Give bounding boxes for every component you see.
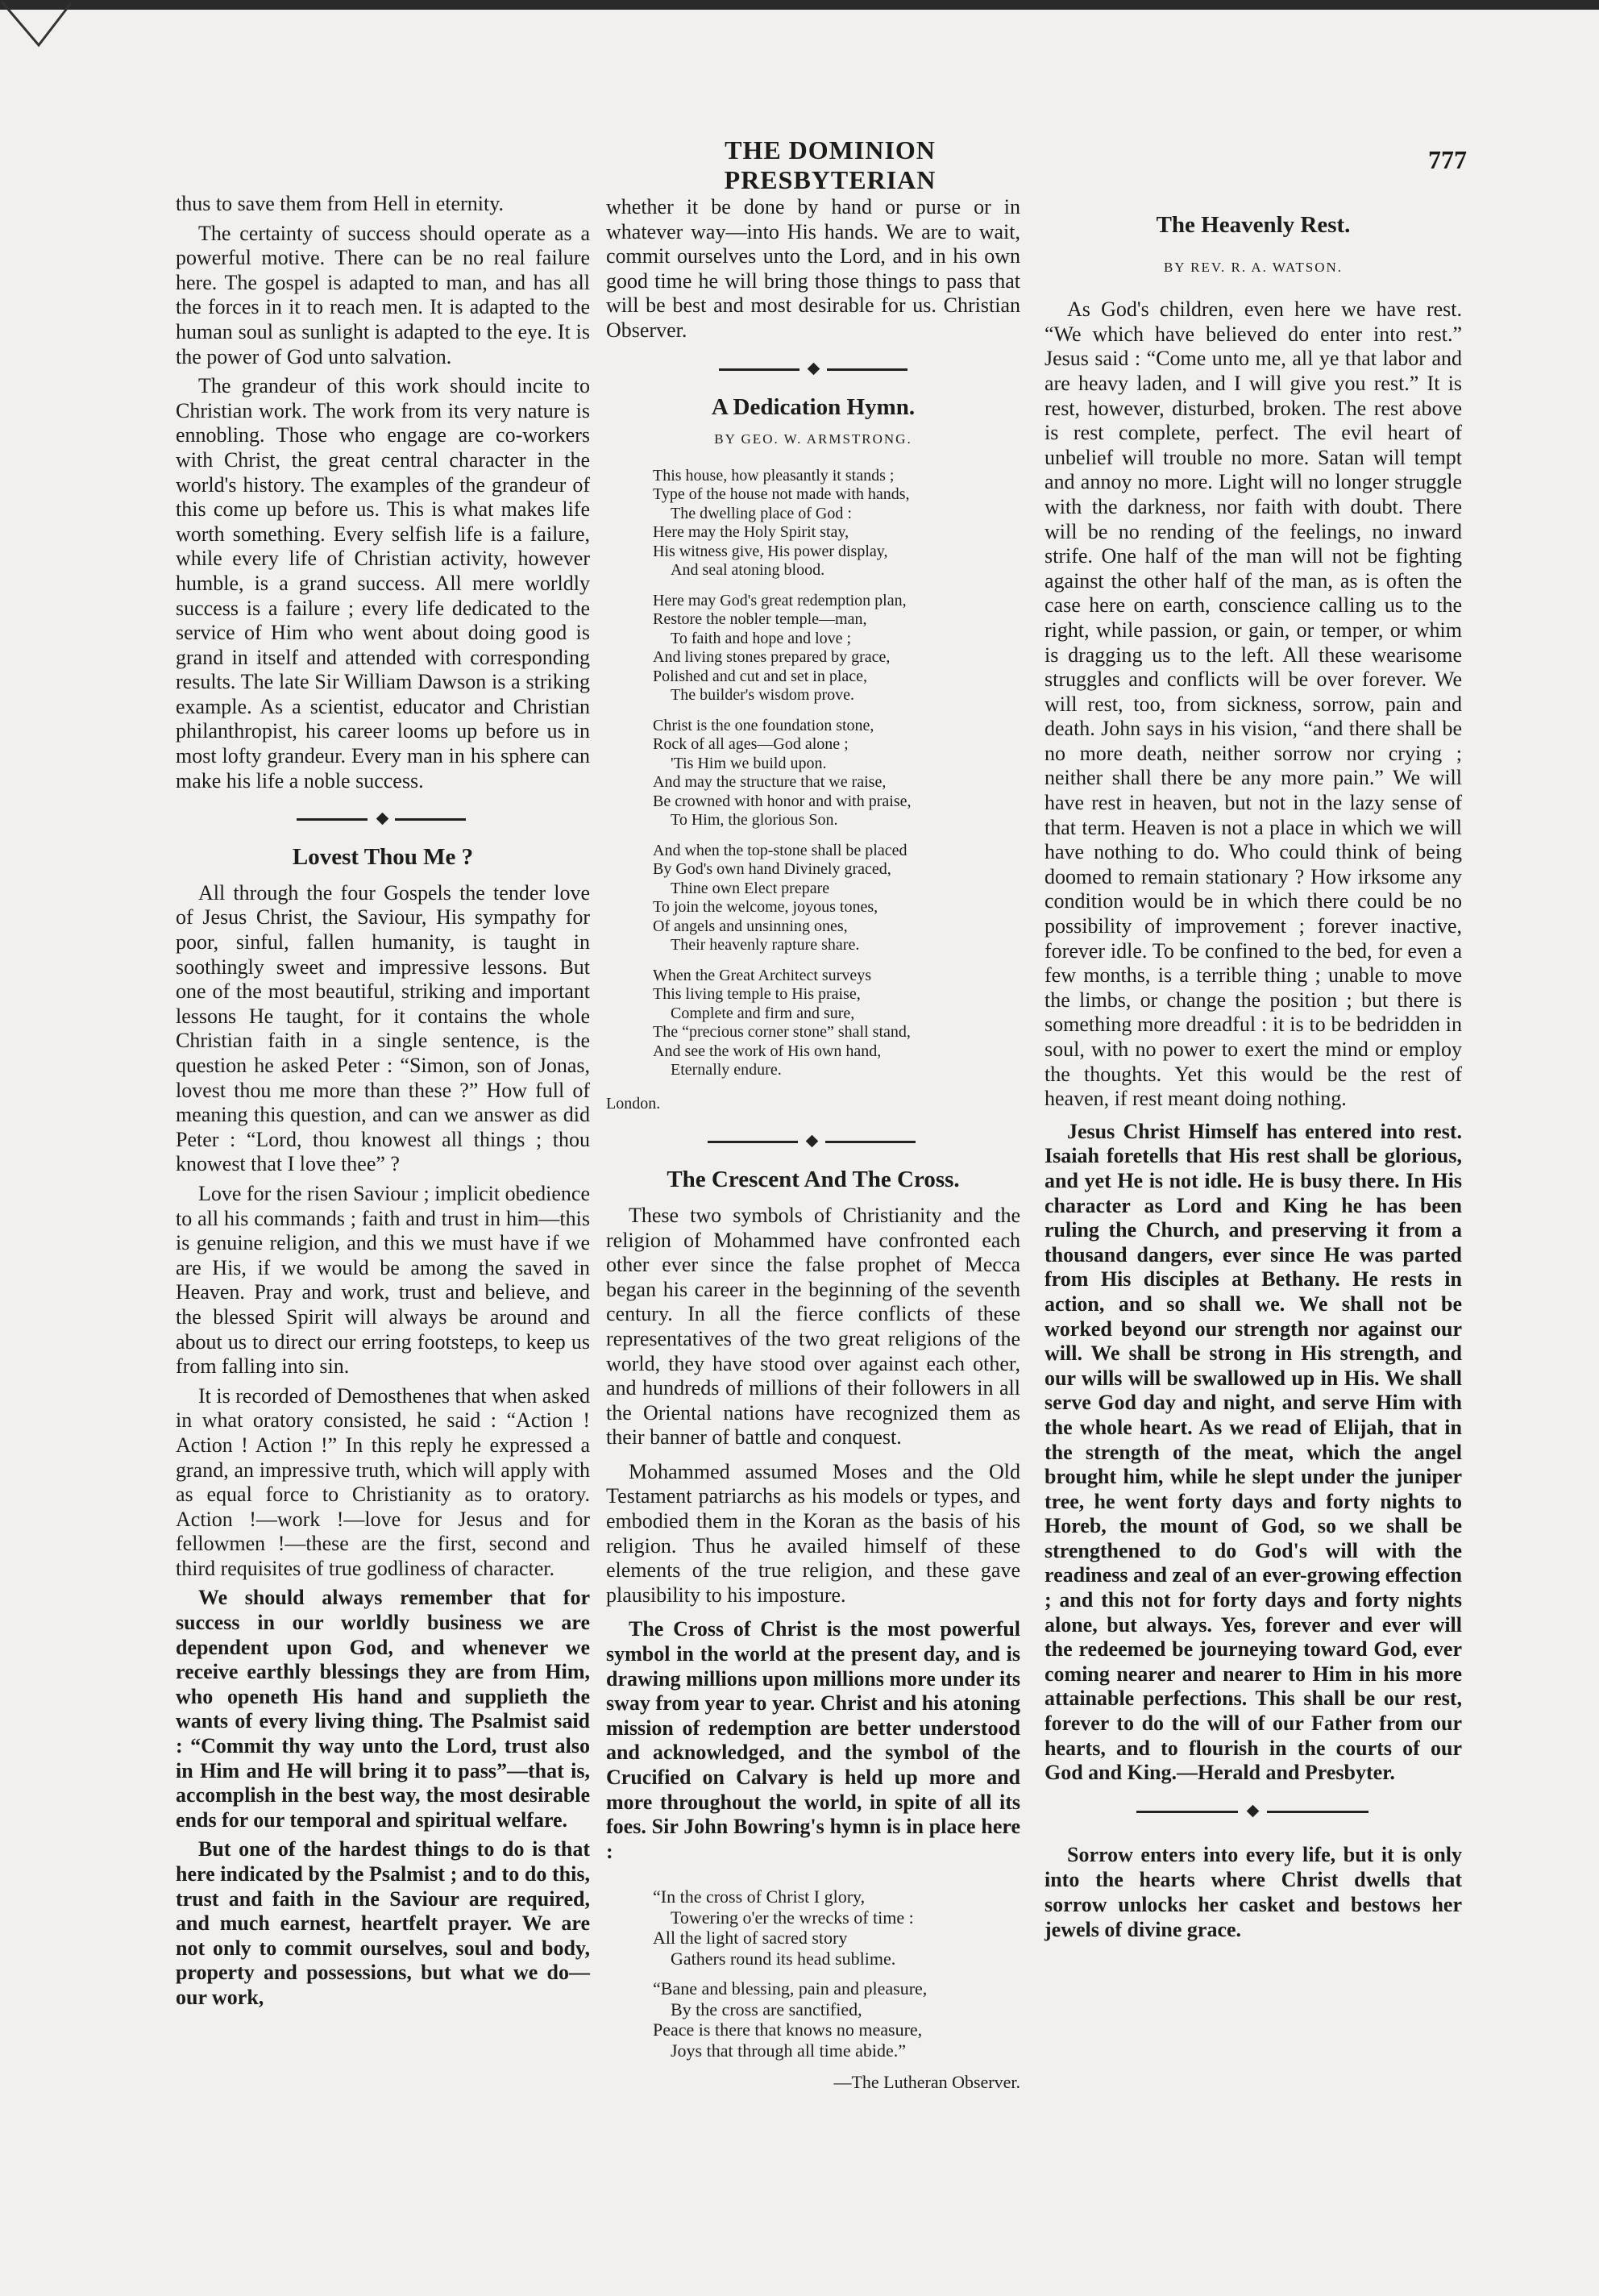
hymn-line: And seal atoning blood. [671, 561, 825, 580]
section-divider [606, 1125, 1020, 1158]
article-paragraph: As God's children, even here we have rest. “We which have believed do enter into rest.” Jesus said : “Come unto me, all ye that labor and are heavy laden, and I will give you rest.” It is rest, however, disturbed, broken. The rest above is rest complete, perfect. The evil heart of unbelief will trouble no more. Satan will tempt and annoy no more. Light will no longer struggle with the darkness, nor faith with doubt. There will be no rending of the feelings, no inward strife. One half of the man will not be fighting against the other half of the man, as is often the case here on earth, conscience calling us to the right, while passion, or gain, or temper, or whim is dragging us to the left. All these wearisome struggles and conflicts will be over forever. We will rest, too, from sickness, sorrow, pain and death. John says in his vision, “and there shall be no more death, neither sorrow nor crying ; neither shall there be any more pain.” We will have rest in heaven, but not in the lazy sense of that term. Heaven is not a place in which we will have nothing to do. Who could think of being doomed to remain stationary ? How irksome any condition would be in which there could be no possibility of improvement ; forever inactive, forever idle. To be confined to the bed, for even a few months, is a terrible thing ; unable to move the limbs, or change the position ; but there is something more dreadful : it is to be bedridden in soul, with no power to exert the mind or employ the thoughts. Yet this would be the rest of heaven, if rest meant doing nothing. [1045, 297, 1462, 1111]
hymn-line: By God's own hand Divinely graced, [653, 860, 891, 879]
article-paragraph: It is recorded of Demosthenes that when asked in what oratory consisted, he said : “Action ! Action ! Action !” In this reply he expressed a grand, an impressive truth, which will apply with as equal force to Christianity as to oratory. Action !—work !—love for Jesus and for fellowmen !—these are the first, second and third requisites of true godliness of character. [176, 1383, 590, 1580]
hymn-stanza [653, 967, 1020, 1080]
hymn-line: To Him, the glorious Son. [671, 811, 838, 830]
hymn-line: And may the structure that we raise, [653, 773, 887, 792]
hymn-line: And living stones prepared by grace, [653, 648, 891, 667]
hymn-line: The dwelling place of God : [671, 504, 852, 522]
article-paragraph: thus to save them from Hell in eternity. [176, 192, 504, 215]
page-corner-mark [0, 0, 73, 48]
quoted-hymn-stanza [653, 1886, 1020, 1969]
quote-line: “In the cross of Christ I glory, [653, 1886, 866, 1907]
hymn-line: Thine own Elect prepare [671, 879, 830, 897]
hymn-line: Restore the nobler temple—man, [653, 610, 867, 629]
article-paragraph: The grandeur of this work should incite to Christian work. The work from its very nature is ennobling. Those who engage are co-workers with Christ, the great central character in the world's history. The examples of the grandeur of this come up before us. This is what makes life worth something. Every selfish life is a failure, while every life of Christian activity, however humble, is a grand success. All mere worldly success is a failure ; every life dedicated to the service of Him who went about doing good is grand in itself and attended with corresponding results. The late Sir William Dawson is a striking example. As a scientist, educator and Christian philanthropist, his career looms up before us in most lofty grandeur. Every man in his sphere can make his life a noble success. [176, 374, 590, 792]
article-paragraph: The certainty of success should operate as a powerful motive. There can be no real failure here. The gospel is adapted to man, and has all the forces in it to reach men. It is adapted to the human soul as sunlight is adapted to the eye. It is the power of God unto salvation. [176, 221, 590, 368]
masthead-title: THE DOMINION PRESBYTERIAN [724, 135, 937, 194]
quote-attribution: —The Lutheran Observer. [833, 2072, 1020, 2093]
hymn-line: Their heavenly rapture share. [671, 936, 860, 955]
hymn-line: The “precious corner stone” shall stand, [653, 1023, 911, 1042]
section-divider [1045, 1795, 1462, 1828]
article-title-lovest: Lovest Thou Me ? [292, 844, 474, 871]
hymn-line: Type of the house not made with hands, [653, 485, 910, 504]
article-paragraph: These two symbols of Christianity and the religion of Mohammed have confronted each other ever since the false prophet of Mecca began his career in the beginning of the seventh century. In all the fierce conflicts of these representatives of the two great religions of the world, they have stood over against each other, and hundreds of millions of their followers in all the Oriental nations have recognized them as their banner of battle and conquest. [606, 1203, 1020, 1450]
article-paragraph: All through the four Gospels the tender love of Jesus Christ, the Saviour, His sympathy for poor, sinful, fallen humanity, is taught in soothingly sweet and impressive lessons. But one of the most beautiful, striking and important lessons He taught, for it contains the whole Christian faith in a single sentence, is the question he asked Peter : “Simon, son of Jonas, lovest thou me more than these ?” How full of meaning this question, and can we answer as did Peter : “Lord, thou knowest all things ; thou knowest that I love thee” ? [176, 880, 590, 1176]
hymn-line: To faith and hope and love ; [671, 629, 852, 647]
hymn-line: His witness give, His power display, [653, 542, 888, 560]
quote-line: All the light of sacred story [653, 1928, 848, 1949]
section-divider [606, 353, 1020, 385]
quote-line: Gathers round its head sublime. [671, 1948, 896, 1969]
quote-line: Joys that through all time abide.” [671, 2040, 907, 2061]
article-paragraph: whether it be done by hand or purse or in whatever way—into His hands. We are to wait, commit ourselves unto the Lord, and in his own good time he will bring those things to pass that will be best and most desirable for us. Christian Observer. [606, 195, 1020, 342]
quote-line: Towering o'er the wrecks of time : [671, 1907, 914, 1928]
article-byline: BY REV. R. A. WATSON. [1163, 259, 1344, 275]
hymn-line: Rock of all ages—God alone ; [653, 735, 849, 754]
hymn-stanza [653, 717, 1020, 830]
article-paragraph: Mohammed assumed Moses and the Old Testament patriarchs as his models or types, and embodied them in the Koran as the basis of his religion. Thus he availed himself of these elements of the true religion, and these gave plausibility to his imposture. [606, 1459, 1020, 1607]
article-paragraph: Love for the risen Saviour ; implicit obedience to all his commands ; faith and trust in him—this is genuine religion, and this we must have if we are His, if we would be among the saved in Heaven. Pray and work, trust and believe, and the blessed Spirit will always be around and about us to direct our erring footsteps, to keep us from falling into sin. [176, 1181, 590, 1379]
article-title-hymn: A Dedication Hymn. [711, 393, 916, 420]
hymn-line: To join the welcome, joyous tones, [653, 898, 878, 917]
section-divider [176, 803, 590, 835]
hymn-stanza [653, 592, 1020, 705]
column-left [176, 192, 590, 2015]
article-byline: BY GEO. W. ARMSTRONG. [714, 431, 912, 447]
hymn-line: Here may the Holy Spirit stay, [653, 523, 849, 542]
hymn-line: The builder's wisdom prove. [671, 686, 855, 705]
hymn-line: This living temple to His praise, [653, 985, 861, 1004]
article-title-heavenly-rest: The Heavenly Rest. [1156, 212, 1351, 238]
hymn-line: Polished and cut and set in place, [653, 667, 868, 685]
hymn-line: Eternally endure. [671, 1061, 782, 1079]
hymn-stanza [653, 467, 1020, 580]
quote-line: By the cross are sanctified, [671, 1999, 862, 2019]
hymn-line: This house, how pleasantly it stands ; [653, 466, 895, 485]
hymn-place: London. [606, 1094, 661, 1113]
quote-line: “Bane and blessing, pain and pleasure, [653, 1978, 928, 1999]
hymn-line: When the Great Architect surveys [653, 966, 872, 984]
article-title-crescent: The Crescent And The Cross. [667, 1167, 960, 1193]
hymn-line: 'Tis Him we build upon. [671, 754, 827, 772]
hymn-stanza [653, 842, 1020, 955]
article-paragraph: Sorrow enters into every life, but it is only into the hearts where Christ dwells that sorrow unlocks her casket and bestows her jewels of divine grace. [1045, 1842, 1462, 1941]
hymn-line: Complete and firm and sure, [671, 1004, 855, 1022]
article-paragraph: The Cross of Christ is the most powerful symbol in the world at the present day, and is drawing millions upon millions more under its sway from year to year. Christ and his atoning mission of redemption are better understood and acknowledged, and the symbol of the Crucified on Calvary is held up more and more throughout the world, in spite of all its foes. Sir John Bowring's hymn is in place here : [606, 1617, 1020, 1863]
article-paragraph: But one of the hardest things to do is that here indicated by the Psalmist ; and to do this, trust and faith in the Saviour are required, and much earnest, heartfelt prayer. We are not only to commit ourselves, soul and body, property and possessions, but what we do—our work, [176, 1837, 590, 2009]
quote-line: Peace is there that knows no measure, [653, 2019, 923, 2040]
page-number: 777 [1428, 145, 1467, 174]
hymn-line: And when the top-stone shall be placed [653, 841, 907, 859]
hymn-line: Here may God's great redemption plan, [653, 591, 907, 609]
hymn-line: Of angels and unsinning ones, [653, 917, 848, 935]
column-middle [606, 195, 1020, 2095]
hymn-line: Be crowned with honor and with praise, [653, 792, 912, 810]
article-paragraph: Jesus Christ Himself has entered into rest. Isaiah foretells that His rest shall be glorious, and yet He is not idle. He is busy there. In His character as Lord and King he has been ruling the Church, and preserving it from a thousand dangers, ever since He was parted from His disciples at Bethany. He rests in action, and so shall we. We shall not be worked beyond our strength nor against our will. We shall be strong in His strength, and our wills will be swallowed up in His. We shall serve God day and night, and serve Him with the whole heart. As we read of Elijah, that in the strength of the meat, which the angel brought him, while he slept under the juniper tree, he went forty days and forty nights to Horeb, the mount of God, so we shall be strengthened to do God's will with the readiness and zeal of an ever-growing effection ; and this not for forty days and forty nights alone, but always. Yes, forever and ever will the redeemed be journeying toward God, ever coming nearer and nearer to Him in his more attainable perfections. This shall be our rest, forever to do the will of our Father from our hearts, and to flourish in the courts of our God and King.—Herald and Presbyter. [1045, 1119, 1462, 1785]
page-top-edge [0, 0, 1599, 10]
article-paragraph: We should always remember that for success in our worldly business we are dependent upon God, and whenever we receive earthly blessings they are from Him, who openeth His hand and supplieth the wants of every living thing. The Psalmist said : “Commit thy way unto the Lord, trust also in Him and He will bring it to pass”—that is, accomplish in the best way, the most desirable ends for our temporal and spiritual welfare. [176, 1586, 590, 1832]
hymn-line: And see the work of His own hand, [653, 1042, 882, 1060]
column-right [1045, 213, 1462, 1947]
quoted-hymn-stanza [653, 1978, 1020, 2061]
hymn-line: Christ is the one foundation stone, [653, 716, 874, 734]
